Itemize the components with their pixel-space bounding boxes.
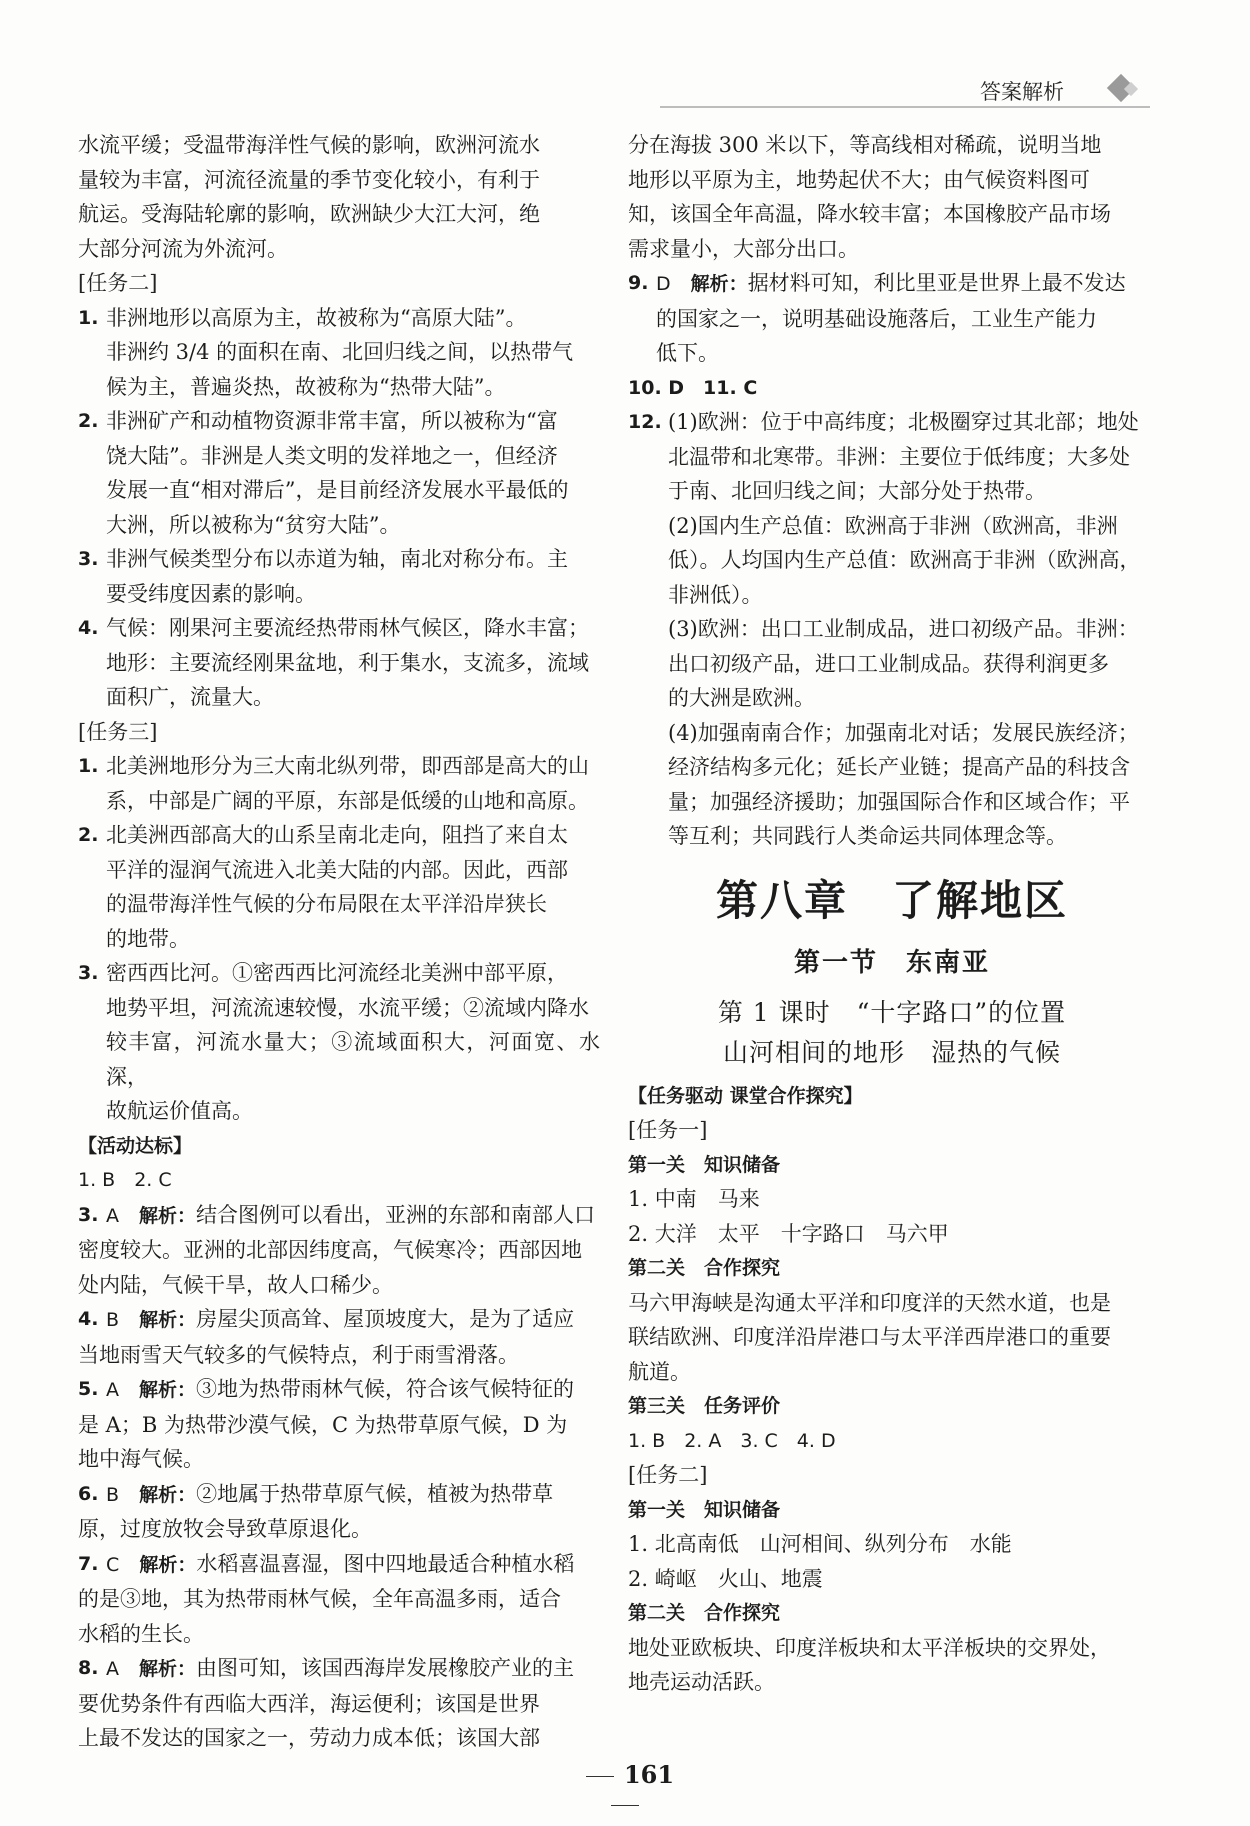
text-line: 于南、北回归线之间；大部分处于热带。 (668, 479, 1046, 503)
text-line: 据材料可知，利比里亚是世界上最不发达 (747, 271, 1126, 295)
answer-item (628, 266, 1156, 371)
answer-line: 1. 中南 马来 (628, 1187, 760, 1211)
text-line: 地势平坦，河流流速较慢，水流平缓；②流域内降水 (106, 995, 589, 1020)
text-line: 地中海气候。 (78, 1447, 204, 1471)
answer-line: 2. 大洋 太平 十字路口 马六甲 (628, 1221, 949, 1246)
text-line: 马六甲海峡是沟通太平洋和印度洋的天然水道，也是 (628, 1290, 1111, 1315)
text-line: 经济结构多元化；延长产业链；提高产品的科技含 (668, 755, 1130, 779)
text-line: 要受纬度因素的影响。 (106, 581, 316, 606)
text-line: (1)欧洲：位于中高纬度；北极圈穿过其北部；地处 (668, 410, 1139, 434)
text-line: 地形：主要流经刚果盆地，利于集水，支流多，流域 (106, 650, 589, 675)
text-line: 的国家之一，说明基础设施落后，工业生产能力 (656, 306, 1097, 331)
stage-heading: 第二关 合作探究 (628, 1602, 781, 1624)
text-line: (2)国内生产总值：欧洲高于非洲（欧洲高，非洲 (668, 513, 1118, 538)
analysis-label: 解析： (690, 273, 748, 295)
text-line: 房屋尖顶高耸、屋顶坡度大，是为了适应 (196, 1307, 575, 1331)
activity-heading: 【活动达标】 (78, 1134, 193, 1157)
text-line: 分在海拔 300 米以下，等高线相对稀疏，说明当地 (628, 133, 1102, 157)
text-line: 北温带和北寒带。非洲：主要位于低纬度；大多处 (668, 444, 1130, 469)
answer-line: 10. D 11. C (628, 376, 758, 399)
text-line: 北美洲地形分为三大南北纵列带，即西部是高大的山 (106, 754, 589, 778)
answer-line: 1. B 2. A 3. C 4. D (628, 1429, 836, 1452)
item-number: 3. (78, 1203, 99, 1226)
analysis-label: 解析： (139, 1658, 197, 1680)
answer-letter: C (106, 1553, 120, 1576)
text-line: 原，过度放牧会导致草原退化。 (78, 1517, 372, 1541)
item-number: 1. (78, 755, 99, 777)
analysis-label: 解析： (139, 1204, 197, 1227)
stage-heading: 第一关 知识储备 (628, 1498, 781, 1521)
text-line: 由图可知，该国西海岸发展橡胶产业的主 (196, 1656, 575, 1680)
answer-item (78, 749, 600, 818)
task-heading: [任务三] (78, 719, 158, 744)
item-number: 8. (78, 1657, 99, 1679)
text-line: 出口初级产品，进口工业制成品。获得利润更多 (668, 651, 1109, 676)
item-number: 9. (628, 272, 649, 294)
lesson-title: 第 1 课时 “十字路口”的位置 (717, 997, 1067, 1027)
text-line: 饶大陆”。非洲是人类文明的发祥地之一，但经济 (106, 443, 558, 468)
item-number: 4. (78, 1308, 99, 1330)
text-line: 的温带海洋性气候的分布局限在太平洋沿岸狭长 (106, 892, 547, 916)
answer-item (78, 1651, 600, 1687)
answer-item (78, 1302, 600, 1338)
item-number: 2. (78, 410, 99, 432)
text-line: 非洲矿产和动植物资源非常丰富，所以被称为“富 (106, 409, 558, 433)
text-line: 较丰富，河流水量大；③流域面积大，河面宽、水深， (106, 1030, 600, 1089)
text-line: 非洲气候类型分布以赤道为轴，南北对称分布。主 (106, 547, 568, 571)
answer-letter: B (106, 1309, 120, 1331)
text-line: 低）。人均国内生产总值：欧洲高于非洲（欧洲高， (668, 548, 1141, 572)
answer-item (78, 1547, 600, 1583)
text-line: 知，该国全年高温，降水较丰富；本国橡胶产品市场 (628, 202, 1111, 226)
answer-letter: D (656, 273, 671, 295)
text-line: 要优势条件有西临大西洋，海运便利；该国是世界 (78, 1691, 540, 1716)
text-line: 非洲地形以高原为主，故被称为“高原大陆”。 (106, 305, 527, 330)
text-line: 平洋的湿润气流进入北美大陆的内部。因此，西部 (106, 857, 568, 882)
stage-heading: 第二关 合作探究 (628, 1257, 781, 1279)
text-line: 量；加强经济援助；加强国际合作和区域合作；平 (668, 789, 1130, 814)
text-line: 地处亚欧板块、印度洋板块和太平洋板块的交界处， (628, 1635, 1111, 1660)
answer-letter: A (106, 1658, 119, 1680)
text-line: 航运。受海陆轮廓的影响，欧洲缺少大江大河，绝 (78, 202, 540, 226)
text-line: 北美洲西部高大的山系呈南北走向，阻挡了来自太 (106, 823, 568, 847)
header-rule (660, 106, 1150, 108)
text-line: 大部分河流为外流河。 (78, 236, 288, 261)
text-line: 的地带。 (106, 926, 190, 951)
analysis-label: 解析： (139, 1483, 197, 1506)
text-line: 结合图例可以看出，亚洲的东部和南部人口 (196, 1202, 596, 1227)
text-line: 系，中部是广阔的平原，东部是低缓的山地和高原。 (106, 788, 589, 813)
text-line: 的是③地，其为热带雨林气候，全年高温多雨，适合 (78, 1587, 561, 1611)
answer-item (78, 301, 600, 405)
page-number-dash (586, 1776, 614, 1777)
text-line: (4)加强南南合作；加强南北对话；发展民族经济； (668, 720, 1139, 745)
answer-item (78, 1372, 600, 1408)
text-line: 水稻的生长。 (78, 1621, 204, 1646)
text-line: 联结欧洲、印度洋沿岸港口与太平洋西岸港口的重要 (628, 1325, 1111, 1349)
left-column (78, 128, 600, 1756)
answer-line: 1. B 2. C (78, 1169, 172, 1191)
text-line: 航道。 (628, 1359, 691, 1384)
text-line: ③地为热带雨林气候，符合该气候特征的 (196, 1377, 575, 1401)
answer-item (78, 956, 600, 1129)
right-column (628, 128, 1156, 1700)
text-line: 水稻喜温喜湿，图中四地最适合种植水稻 (196, 1551, 575, 1576)
answer-item (78, 1477, 600, 1513)
text-line: 密西西比河。①密西西比河流经北美洲中部平原， (106, 961, 568, 985)
item-number: 1. (78, 306, 99, 329)
answer-item (78, 1198, 600, 1234)
text-line: 水流平缓；受温带海洋性气候的影响，欧洲河流水 (78, 133, 540, 157)
text-line: 上最不发达的国家之一，劳动力成本低；该国大部 (78, 1726, 540, 1750)
item-number: 5. (78, 1378, 99, 1400)
text-line: 故航运价值高。 (106, 1099, 253, 1123)
analysis-label: 解析： (139, 1553, 197, 1576)
answer-item (78, 818, 600, 956)
answer-line: 2. 崎岖 火山、地震 (628, 1566, 823, 1591)
answer-item (78, 611, 600, 715)
answer-item (628, 405, 1156, 854)
lesson-subtitle: 山河相间的地形 湿热的气候 (722, 1037, 1061, 1067)
chapter-title: 第八章 了解地区 (715, 875, 1068, 925)
header-label: 答案解析 (980, 80, 1064, 104)
text-line: 处内陆，气候干旱，故人口稀少。 (78, 1272, 393, 1297)
stage-heading: 第三关 任务评价 (628, 1395, 781, 1417)
text-line: 当地雨雪天气较多的气候特点，利于雨雪滑落。 (78, 1342, 519, 1367)
page-number-text: 161 (623, 1760, 675, 1789)
intro-paragraph (78, 128, 600, 266)
item-number: 4. (78, 617, 99, 639)
page-number-dash (611, 1805, 639, 1806)
text-line: 是 A；B 为热带沙漠气候，C 为热带草原气候，D 为 (78, 1412, 568, 1437)
text-line: (3)欧洲：出口工业制成品，进口初级产品。非洲： (668, 617, 1139, 641)
text-line: 候为主，普遍炎热，故被称为“热带大陆”。 (106, 374, 506, 399)
answer-letter: A (106, 1379, 119, 1401)
text-line: 气候：刚果河主要流经热带雨林气候区，降水丰富； (106, 616, 589, 640)
section-title: 第一节 东南亚 (793, 947, 990, 978)
text-line: 大洲，所以被称为“贫穷大陆”。 (106, 512, 401, 537)
task-heading: [任务一] (628, 1118, 708, 1142)
text-line: 非洲约 3/4 的面积在南、北回归线之间，以热带气 (106, 340, 574, 364)
text-line: 非洲低）。 (668, 582, 763, 607)
text-line: ②地属于热带草原气候，植被为热带草 (196, 1481, 554, 1506)
text-line: 发展一直“相对滞后”，是目前经济发展水平最低的 (106, 478, 569, 502)
item-number: 7. (78, 1552, 99, 1575)
text-line: 面积广，流量大。 (106, 685, 274, 709)
text-line: 等互利；共同践行人类命运共同体理念等。 (668, 824, 1067, 848)
text-line: 密度较大。亚洲的北部因纬度高，气候寒冷；西部因地 (78, 1238, 582, 1262)
item-number: 12. (628, 411, 662, 433)
analysis-label: 解析： (139, 1379, 197, 1401)
task-heading: [任务二] (628, 1463, 708, 1487)
task-heading: [任务二] (78, 271, 158, 295)
text-line: 的大洲是欧洲。 (668, 686, 815, 710)
stage-heading: 第一关 知识储备 (628, 1153, 781, 1176)
text-line: 地形以平原为主，地势起伏不大；由气候资料图可 (628, 167, 1090, 192)
task-drive-heading: 【任务驱动 课堂合作探究】 (628, 1084, 863, 1107)
text-line: 低下。 (656, 341, 719, 365)
text-line: 地壳运动活跃。 (628, 1670, 775, 1694)
item-number: 3. (78, 962, 99, 984)
answer-line: 1. 北高南低 山河相间、纵列分布 水能 (628, 1532, 1012, 1556)
item-number: 6. (78, 1482, 99, 1505)
text-line: 需求量小，大部分出口。 (628, 236, 859, 261)
answer-item (78, 542, 600, 611)
answer-letter: A (106, 1204, 119, 1227)
page-number (560, 1760, 690, 1818)
analysis-label: 解析： (139, 1309, 197, 1331)
answer-letter: B (106, 1483, 120, 1506)
answer-item (78, 404, 600, 542)
item-number: 3. (78, 548, 99, 570)
text-line: 量较为丰富，河流径流量的季节变化较小，有利于 (78, 167, 540, 192)
item-number: 2. (78, 824, 99, 846)
